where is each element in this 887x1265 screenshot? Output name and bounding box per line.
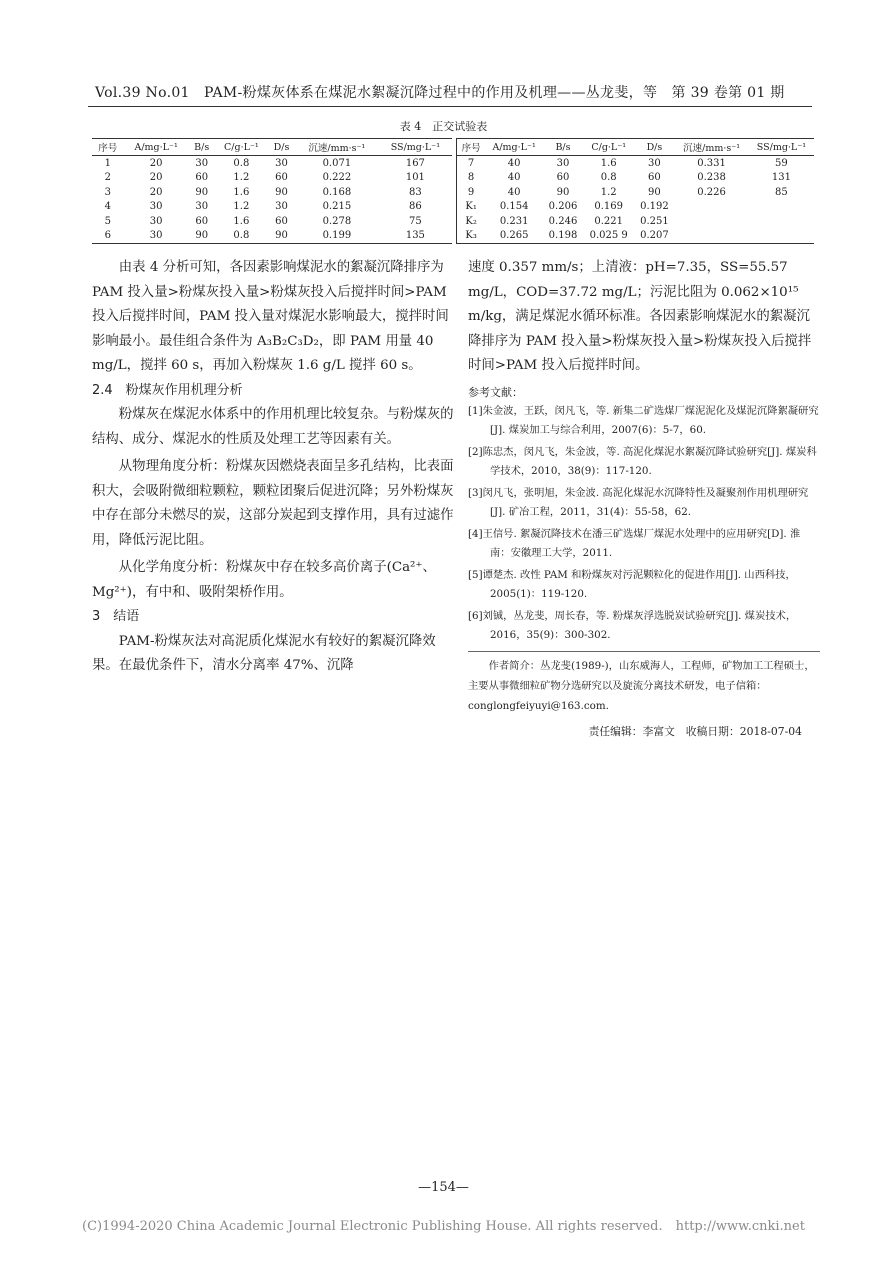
table-cell: 30 [648,157,661,169]
page-number: —154— [418,1180,469,1195]
table-cell: 3 [104,186,111,198]
table-cell: 0.168 [322,186,352,198]
table-cell: 0.278 [322,215,352,227]
reference-item: [4]王信号. 絮凝沉降技术在潘三矿选煤厂煤泥水处理中的应用研究[D]. 淮南：安徽理工大学，2011. [468,527,801,559]
orthogonal-table-left [92,138,452,244]
table-cell: 1.6 [233,186,250,198]
table-cell: 0.251 [640,215,669,227]
table-row [92,185,452,200]
reference-item: [6]刘铖，丛龙斐，周长春，等. 粉煤灰浮选脱炭试验研究[J]. 煤炭技术，2016，35(9)：300-302. [468,609,797,641]
section-heading-2-4: 2.4 粉煤灰作用机理分析 [92,382,243,398]
table-cell: 60 [648,172,661,184]
table-cell: 0.198 [543,229,583,244]
table-cell: 0.222 [322,172,352,184]
paragraph-physical: 从物理角度分析：粉煤灰因燃烧表面呈多孔结构，比表面积大，会吸附微细粒颗粒，颗粒团聚后促进沉降；另外粉煤灰中存在部分未燃尽的炭，这部分炭起到支撑作用，具有过滤作用，降低污泥比阻。 [92,459,454,548]
table-cell: 90 [648,186,661,198]
table-cell: 4 [104,201,111,213]
author-bio: 作者简介：丛龙斐(1989-)，山东威海人，工程师，矿物加工工程硕士，主要从事微细粒矿物分选研究以及旋流分离技术研发，电子信箱：conglongfeiyuyi@163.com. [468,651,820,716]
table-cell [674,229,748,244]
running-header: Vol.39 No.01 PAM-粉煤灰体系在煤泥水絮凝沉降过程中的作用及机理——丛龙斐，等 第 39 卷第 01 期 [95,85,785,101]
table-cell: 40 [507,172,521,184]
table-cell: 0.207 [634,229,674,244]
table-cell: 30 [149,215,163,227]
table-cell: 59 [775,157,788,169]
table-cell: 1.6 [233,215,250,227]
table-cell: 90 [556,186,570,198]
column-header: SS/mg·L⁻¹ [379,139,452,156]
reference-item: [2]陈忠杰，闵凡飞，朱金波，等. 高泥化煤泥水絮凝沉降试验研究[J]. 煤炭科学技术，2010，38(9)：117-120. [468,445,817,477]
paragraph-conclusion: PAM-粉煤灰法对高泥质化煤泥水有较好的絮凝沉降效果。在最优条件下，清水分离率 47%、沉降 [92,633,436,673]
table-cell: 2 [104,172,111,184]
header-divider [88,106,812,107]
table-cell: 83 [409,186,422,198]
references-title: 参考文献： [468,385,523,399]
table-row [92,171,452,186]
table-cell: 8 [467,172,475,184]
column-header: B/s [543,139,583,156]
table-cell: 30 [275,201,288,213]
table-cell: 0.331 [697,157,726,169]
table-cell: 30 [275,157,288,169]
table-cell: 30 [124,229,189,244]
orthogonal-table-right [456,138,814,244]
table-row [92,200,452,215]
references [468,383,820,645]
table-cell: 1.2 [600,186,617,198]
table-cell: 86 [409,201,422,213]
column-header: A/mg·L⁻¹ [485,139,543,156]
table-cell: 85 [775,186,788,198]
table-cell: 0.071 [322,157,352,169]
table-cell: 30 [556,157,570,169]
table-cell: 0.226 [697,186,726,198]
table-cell: 75 [409,215,422,227]
table-cell: K₁ [465,201,477,213]
table-cell: 0.221 [594,215,624,227]
table-caption: 表 4 正交试验表 [399,120,488,133]
table-cell: K₃ [457,229,486,244]
table-cell: 131 [771,172,791,184]
table-cell: 30 [149,201,163,213]
column-header: 序号 [457,139,486,156]
table-cell: 0.265 [485,229,543,244]
table-cell: 0.192 [640,201,669,213]
table-cell: 101 [405,172,425,184]
table-row [457,200,815,215]
table-row [92,214,452,229]
table-row [457,171,815,186]
table-cell: 0.8 [215,229,268,244]
table-cell: 20 [149,172,163,184]
table-cell: 1.2 [233,201,250,213]
table-cell: 20 [149,157,163,169]
table-cell: 0.8 [233,157,250,169]
copyright-footer: (C)1994-2020 China Academic Journal Electronic Publishing House. All rights reserved. http://www.cnki.net [82,1219,805,1234]
table-cell: 1.2 [233,172,250,184]
paragraph-conclusion-cont: 速度 0.357 mm/s；上清液：pH=7.35，SS=55.57 mg/L，COD=37.72 mg/L；污泥比阻为 0.062×10¹⁵ m/kg，满足煤泥水循环标准。各因素影响煤泥水的絮凝沉降排序为 PAM 投入量>粉煤灰投入量>粉煤灰投入后搅拌时间>PAM 投入后搅拌时间。 [468,260,812,373]
table-cell: 60 [275,215,288,227]
table-cell: 0.206 [548,201,578,213]
column-header: SS/mg·L⁻¹ [749,139,814,156]
table-cell: 30 [195,201,209,213]
table-cell: 0.231 [499,215,529,227]
table-cell: 0.246 [548,215,578,227]
table-cell [749,229,814,244]
left-column [92,256,460,679]
column-header: 序号 [92,139,124,156]
table-row [92,229,452,244]
table-row [457,156,815,171]
table-cell: 0.154 [499,201,529,213]
table-cell: 0.215 [322,201,352,213]
table-cell: 135 [379,229,452,244]
table-row [457,185,815,200]
table-cell: 90 [189,229,215,244]
table-row [92,156,452,171]
table-row [457,229,815,244]
table-cell: 7 [467,157,475,169]
reference-item: [3]闵凡飞，张明旭，朱金波. 高泥化煤泥水沉降特性及凝聚剂作用机理研究[J]. 矿冶工程，2011，31(4)：55-58，62. [468,486,809,518]
table-cell: K₂ [465,215,477,227]
table-cell: 1 [104,157,111,169]
table-cell: 0.169 [594,201,624,213]
paragraph-mechanism: 粉煤灰在煤泥水体系中的作用机理比较复杂。与粉煤灰的结构、成分、煤泥水的性质及处理工艺等因素有关。 [92,407,454,447]
editor-line: 责任编辑：李富文 收稿日期：2018-07-04 [588,724,802,738]
table-cell: 60 [195,215,209,227]
table-cell: 90 [268,229,295,244]
table-cell: 0.199 [295,229,379,244]
column-header: C/g·L⁻¹ [215,139,268,156]
table-cell: 60 [275,172,288,184]
table-cell: 0.025 9 [583,229,635,244]
reference-list [468,402,820,645]
table-cell [674,200,748,215]
table-cell: 5 [104,215,111,227]
table-cell: 9 [467,186,475,198]
section-heading-3: 3 结语 [92,609,140,624]
table-cell: 6 [92,229,124,244]
table-cell: 1.6 [600,157,617,169]
table-cell [674,214,748,229]
table-cell [749,214,814,229]
table-cell: 40 [507,157,521,169]
table-cell: 0.238 [697,172,726,184]
table-cell: 20 [149,186,163,198]
column-header: B/s [189,139,215,156]
table-cell: 30 [195,157,209,169]
column-header: C/g·L⁻¹ [583,139,635,156]
table-cell: 90 [195,186,209,198]
table-cell [749,200,814,215]
table-row [457,214,815,229]
table-cell: 0.8 [600,172,617,184]
column-header: D/s [634,139,674,156]
paragraph-chemical: 从化学角度分析：粉煤灰中存在较多高价离子(Ca²⁺、Mg²⁺)，有中和、吸附架桥作用。 [92,560,436,600]
column-header: D/s [268,139,295,156]
reference-item: [1]朱金波，王跃，闵凡飞，等. 新集二矿选煤厂煤泥泥化及煤泥沉降絮凝研究[J]. 煤炭加工与综合利用，2007(6)：5-7，60. [468,404,819,436]
table-cell: 60 [195,172,209,184]
paragraph-analysis: 由表 4 分析可知，各因素影响煤泥水的絮凝沉降排序为 PAM 投入量>粉煤灰投入量>粉煤灰投入后搅拌时间>PAM 投入后搅拌时间，PAM 投入量对煤泥水影响最大，搅拌时间影响最小。最佳组合条件为 A₃B₂C₃D₂，即 PAM 用量 40 mg/L，搅拌 60 s，再加入粉煤灰 1.6 g/L 搅拌 60 s。 [92,260,449,373]
table-cell: 60 [556,172,570,184]
table-cell: 167 [405,157,425,169]
column-header: 沉速/mm·s⁻¹ [295,139,379,156]
table-cell: 90 [275,186,288,198]
table-cell: 40 [507,186,521,198]
column-header: 沉速/mm·s⁻¹ [674,139,748,156]
column-header: A/mg·L⁻¹ [124,139,189,156]
right-column [468,256,820,744]
reference-item: [5]谭楚杰. 改性 PAM 和粉煤灰对污泥颗粒化的促进作用[J]. 山西科技，2005(1)：119-120. [468,568,796,600]
